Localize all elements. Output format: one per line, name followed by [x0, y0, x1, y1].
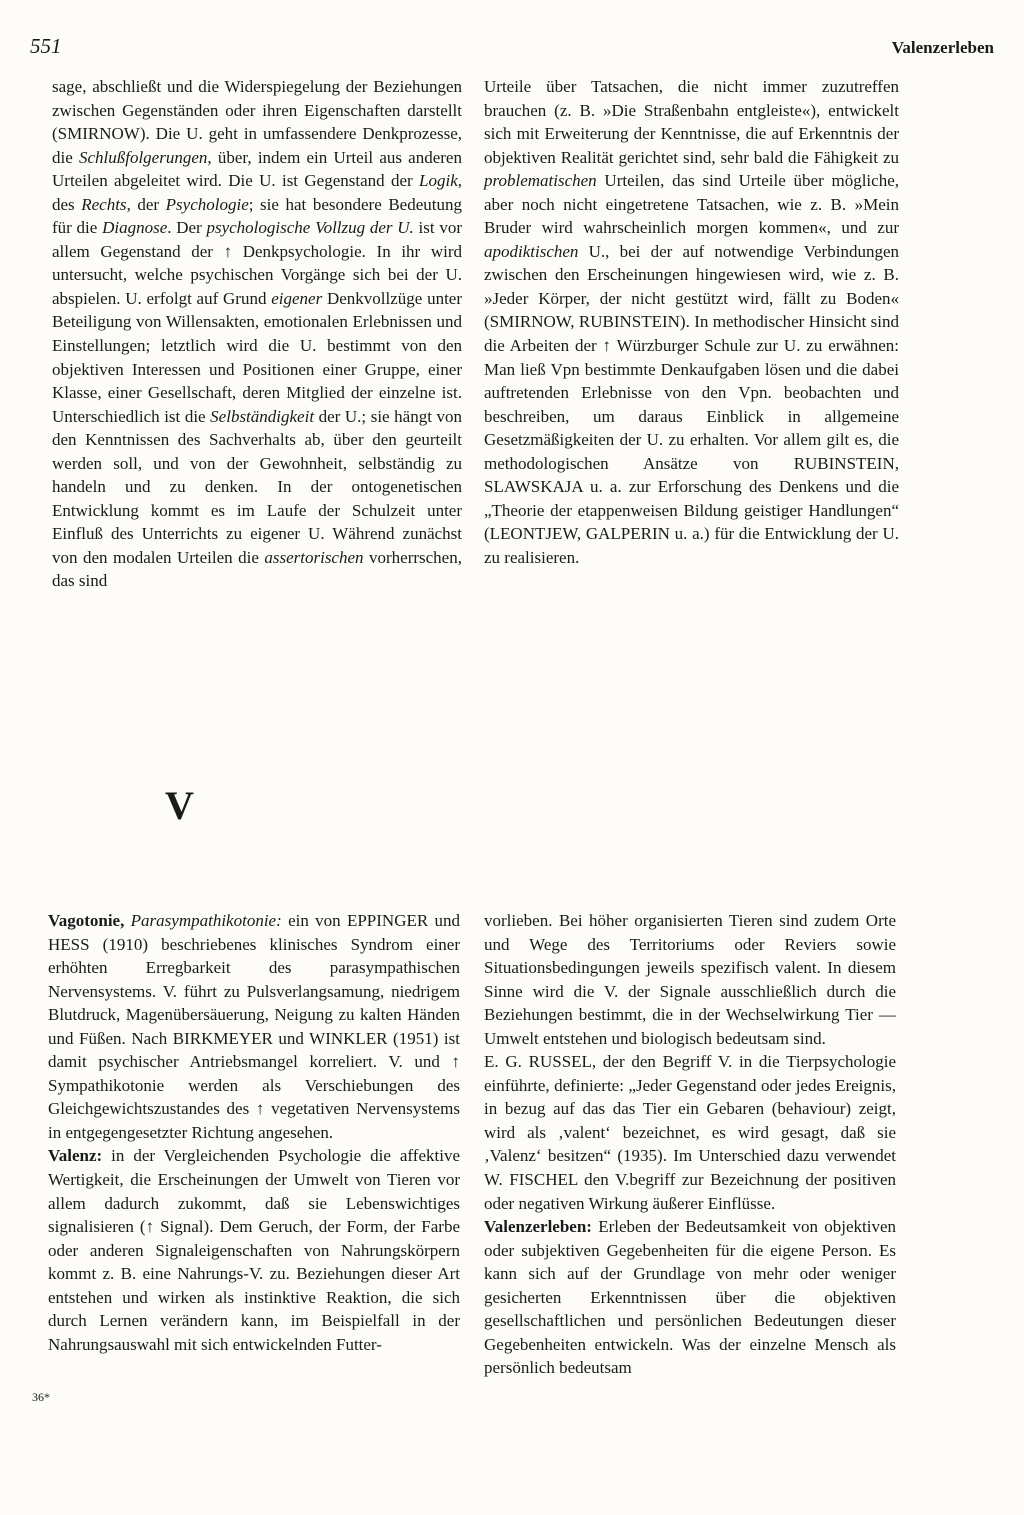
- emphasis: Rechts: [81, 194, 127, 214]
- lower-left-column: [48, 909, 460, 1356]
- text-run: Erleben der Bedeutsamkeit von objektiven oder subjektiven Gegebenheiten für die eigene Person. Es kann sich auf der Grundlage von mehr oder weniger gesicherten Erkenntnissen über die objektiven gesellschaftlichen und persönlichen Bedeutungen dieser Gegebenheiten entwickeln. Was der einzelne Mensch als persönlich bedeutsam: [484, 1217, 896, 1378]
- entry-valenz-continued: [484, 909, 896, 1050]
- paragraph: [484, 75, 899, 569]
- emphasis: assertorischen: [264, 547, 364, 567]
- emphasis: psychologische Vollzug der U.: [206, 218, 414, 238]
- entry-valenzerleben: [484, 1215, 896, 1380]
- emphasis: Selbständigkeit: [210, 406, 315, 426]
- entry-vagotonie: [48, 909, 460, 1144]
- text-run: der U.; sie hängt von den Kenntnissen des Sachverhalts ab, über den geurteilt werden soll, und von der Gewohnheit, selbständig zu handeln und zu denken. In der ontogenetischen Entwicklung kommt es im Laufe der Schulzeit unter Einfluß des Unterrichts zu eigener U. Während zunächst von den modalen Urteilen die: [52, 406, 462, 567]
- text-run: Denkvollzüge unter Beteiligung von Willensakten, emotionalen Erlebnissen und Einstellungen; letztlich wird die U. bestimmt von den objektiven Interessen und Positionen einer Gruppe, einer Klasse, einer Gesellschaft, deren Mitglied der einzelne ist. Unterschiedlich ist die: [52, 288, 463, 426]
- text-run: Urteile über Tatsachen, die nicht immer zuzutreffen brauchen (z. B. »Die Straßenbahn entgleiste«), entwickelt sich mit Erweiterung der Kenntnisse, die auf Erkenntnis der objektiven Realität gerichtet sind, sehr bald die Fähigkeit zu: [484, 77, 899, 167]
- text-run: ; sie hat besondere Bedeutung für die: [52, 194, 462, 238]
- emphasis: Parasympathikotonie:: [130, 911, 282, 930]
- emphasis: Diagnose: [102, 218, 168, 238]
- text-run: E. G. RUSSEL, der den Begriff V. in die Tierpsychologie einführte, definierte: „Jeder Gegenstand oder jedes Ereignis, in bezug auf das das Tier ein Gebaren (behaviour) zeigt, wird als ‚valent‘ bezeichnet, es wird gesagt, daß sie ‚Valenz‘ besitzen“ (1935). Im Unterschied dazu verwendet W. FISCHEL den V.begriff zur Bezeichnung der positiven oder negativen Wirkung äußerer Einflüsse.: [484, 1052, 896, 1213]
- paragraph: [52, 75, 462, 593]
- text-run: , über, indem ein Urteil aus anderen Urteilen abgeleitet wird. Die U. ist Gegenstand der: [52, 147, 462, 191]
- emphasis: eigener: [271, 288, 323, 308]
- text-run: , des: [52, 171, 462, 214]
- upper-left-column: [52, 75, 462, 593]
- entry-term: Vagotonie,: [48, 911, 131, 930]
- running-head: Valenzerleben: [891, 38, 994, 57]
- entry-valenz-russel: [484, 1050, 896, 1215]
- section-letter-heading: V: [165, 783, 194, 828]
- text-run: sage, abschließt und die Widerspiegelung der Beziehungen zwischen Gegenständen oder ihren Eigenschaften darstellt (SMIRNOW). Die U. geht in umfassendere Denkprozesse, die: [52, 77, 462, 167]
- printer-signature: 36*: [32, 1390, 50, 1404]
- text-run: , der: [126, 194, 166, 214]
- text-run: vorlieben. Bei höher organisierten Tieren sind zudem Orte und Wege des Territoriums oder Reviers sowie Situationsbedingungen jeweils spezifisch valent. In diesem Sinne wird die V. der Signale ausschließlich durch die Beziehungen bestimmt, die in der Wechselwirkung Tier — Umwelt entstehen und biologisch bedeutsam sind.: [484, 911, 896, 1048]
- emphasis: apodiktischen: [484, 241, 579, 261]
- upper-right-column: [484, 75, 899, 569]
- text-run: vorherrschen, das sind: [52, 547, 462, 591]
- text-run: in der Vergleichenden Psychologie die affektive Wertigkeit, die Erscheinungen der Umwelt von Tieren vor allem dadurch zukommt, daß sie Lebenswichtiges signalisieren (↑ Signal). Dem Geruch, der Form, der Farbe oder anderen Signaleigenschaften von Nahrungskörpern kommt z. B. eine Nahrungs-V. zu. Beziehungen dieser Art entstehen und wirken als instinktive Reaktion, die sich durch Lernen verändern kann, im Beispielfall in der Nahrungsauswahl mit sich entwickelnden Futter-: [48, 1146, 460, 1354]
- emphasis: Logik: [419, 171, 458, 191]
- text-run: . Der: [167, 218, 207, 238]
- page-number: 551: [30, 34, 62, 58]
- text-run: Urteilen, das sind Urteile über mögliche, aber noch nicht eingetretene Tatsachen, wie z. B. »Mein Bruder wird wahrscheinlich morgen kommen«, und zur: [484, 171, 899, 238]
- text-run: U., bei der auf notwendige Verbindungen zwischen den Erscheinungen hingewiesen wird, wie z. B. »Jeder Körper, der nicht gestützt wird, fällt zu Boden« (SMIRNOW, RUBINSTEIN). In methodischer Hinsicht sind die Arbeiten der ↑ Würzburger Schule zur U. zu erwähnen: Man ließ Vpn bestimmte Denkaufgaben lösen und die dabei auftretenden Erlebnisse von den Vpn. beobachten und beschreiben, um daraus Einblick in allgemeine Gesetzmäßigkeiten der U. zu erhalten. Vor allem gilt es, die methodologischen Ansätze von RUBINSTEIN, SLAWSKAJA u. a. zur Erforschung des Denkens und die „Theorie der etappenweisen Bildung geistiger Handlungen“ (LEONTJEW, GALPERIN u. a.) für die Entwicklung der U. zu realisieren.: [484, 241, 899, 567]
- emphasis: Psychologie: [165, 194, 249, 214]
- entry-term: Valenz:: [48, 1146, 103, 1166]
- text-run: ein von EPPINGER und HESS (1910) beschriebenes klinisches Syndrom einer erhöhten Erregbarkeit des parasympathischen Nervensystems. V. führt zu Pulsverlangsamung, niedrigem Blutdruck, Magenübersäuerung, Neigung zu kalten Händen und Füßen. Nach BIRKMEYER und WINKLER (1951) ist damit psychischer Antriebsmangel korreliert. V. und ↑ Sympathikotonie werden als Verschiebungen des Gleichgewichtszustandes des ↑ vegetativen Nervensystems in entgegengesetzter Richtung angesehen.: [48, 911, 461, 1142]
- emphasis: Schlußfolgerungen: [78, 147, 208, 167]
- entry-valenz: [48, 1144, 460, 1356]
- entry-term: Valenzerleben:: [484, 1217, 592, 1237]
- lower-right-column: [484, 909, 896, 1380]
- emphasis: problematischen: [484, 171, 597, 191]
- text-run: ist vor allem Gegenstand der ↑ Denkpsychologie. In ihr wird untersucht, welche psychischen Vorgänge sich bei der U. abspielen. U. erfolgt auf Grund: [52, 218, 462, 308]
